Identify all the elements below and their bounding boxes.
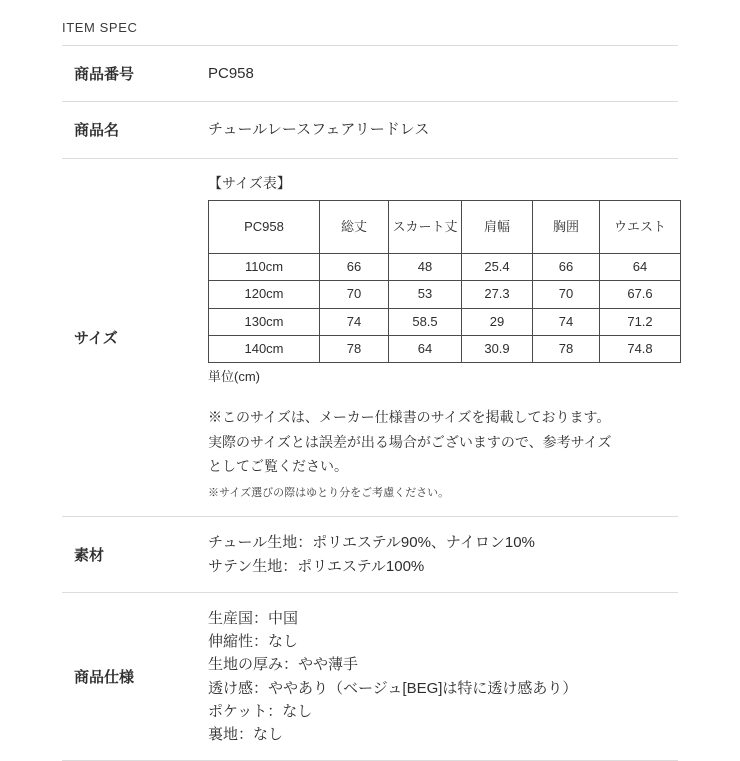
label-item-number: 商品番号 bbox=[62, 46, 202, 102]
table-row-item-number bbox=[62, 46, 678, 102]
spec-line: 裏地：なし bbox=[208, 726, 284, 744]
material-line: チュール生地：ポリエステル90%、ナイロン10% bbox=[208, 534, 535, 552]
size-chart-row-140 bbox=[209, 335, 681, 362]
size-chart-cell: 58.5 bbox=[389, 308, 462, 335]
size-chart-cell: 30.9 bbox=[462, 335, 533, 362]
size-chart-cell: 110cm bbox=[209, 254, 320, 281]
size-chart-cell: 130cm bbox=[209, 308, 320, 335]
size-chart-col-4: 胸囲 bbox=[533, 201, 600, 254]
spec-line: 生産国：中国 bbox=[208, 609, 299, 627]
size-chart-cell: 67.6 bbox=[600, 281, 681, 308]
value-spec bbox=[202, 592, 678, 761]
size-chart-cell: 74.8 bbox=[600, 335, 681, 362]
value-item-name: チュールレースフェアリードレス bbox=[202, 102, 678, 158]
size-chart-cell: 48 bbox=[389, 254, 462, 281]
size-note-line: としてご覧ください。 bbox=[208, 458, 348, 475]
size-chart-unit: 単位(cm) bbox=[208, 369, 260, 385]
size-chart-cell: 140cm bbox=[209, 335, 320, 362]
table-row-size bbox=[62, 158, 678, 517]
spec-line: 透け感：ややあり（ベージュ[BEG]は特に透け感あり） bbox=[208, 679, 578, 697]
spec-line: ポケット：なし bbox=[208, 702, 313, 720]
size-chart-cell: 78 bbox=[533, 335, 600, 362]
spec-line: 伸縮性：なし bbox=[208, 633, 299, 651]
size-note bbox=[208, 405, 678, 479]
label-size: サイズ bbox=[62, 158, 202, 517]
size-chart-col-3: 肩幅 bbox=[462, 201, 533, 254]
table-row-spec bbox=[62, 592, 678, 761]
size-chart-cell: 70 bbox=[320, 281, 389, 308]
item-spec-table bbox=[62, 45, 678, 761]
size-chart-cell: 66 bbox=[533, 254, 600, 281]
size-chart-cell: 64 bbox=[389, 335, 462, 362]
value-material bbox=[202, 517, 678, 593]
size-note-line: ※このサイズは、メーカー仕様書のサイズを掲載しております。 bbox=[208, 409, 611, 426]
size-chart-heading: 【サイズ表】 bbox=[208, 174, 291, 191]
size-chart-col-0: PC958 bbox=[209, 201, 320, 254]
value-item-number: PC958 bbox=[202, 46, 678, 102]
size-chart-cell: 66 bbox=[320, 254, 389, 281]
size-chart-row-110 bbox=[209, 254, 681, 281]
size-chart-cell: 64 bbox=[600, 254, 681, 281]
size-chart-cell: 74 bbox=[533, 308, 600, 335]
size-chart-cell: 70 bbox=[533, 281, 600, 308]
label-item-name: 商品名 bbox=[62, 102, 202, 158]
table-row-item-name bbox=[62, 102, 678, 158]
size-chart-cell: 120cm bbox=[209, 281, 320, 308]
size-chart-cell: 53 bbox=[389, 281, 462, 308]
size-note-line: 実際のサイズとは誤差が出る場合がございますので、参考サイズ bbox=[208, 433, 612, 450]
size-chart-header-row bbox=[209, 201, 681, 254]
table-row-material bbox=[62, 517, 678, 593]
size-chart-cell: 71.2 bbox=[600, 308, 681, 335]
size-chart-col-5: ウエスト bbox=[600, 201, 681, 254]
size-chart-cell: 29 bbox=[462, 308, 533, 335]
size-chart-col-2: スカート丈 bbox=[389, 201, 462, 254]
size-chart-cell: 25.4 bbox=[462, 254, 533, 281]
size-chart-row-120 bbox=[209, 281, 681, 308]
spec-line: 生地の厚み：やや薄手 bbox=[208, 656, 359, 674]
label-material: 素材 bbox=[62, 517, 202, 593]
value-size bbox=[202, 158, 678, 517]
size-chart-cell: 74 bbox=[320, 308, 389, 335]
size-chart-cell: 78 bbox=[320, 335, 389, 362]
size-chart-cell: 27.3 bbox=[462, 281, 533, 308]
size-chart-row-130 bbox=[209, 308, 681, 335]
material-line: サテン生地：ポリエステル100% bbox=[208, 557, 425, 575]
size-chart-col-1: 総丈 bbox=[320, 201, 389, 254]
size-chart-table bbox=[208, 200, 681, 363]
page-title: ITEM SPEC bbox=[62, 20, 138, 35]
label-spec: 商品仕様 bbox=[62, 592, 202, 761]
size-note-small: ※サイズ選びの際はゆとり分をご考慮ください。 bbox=[208, 486, 450, 499]
